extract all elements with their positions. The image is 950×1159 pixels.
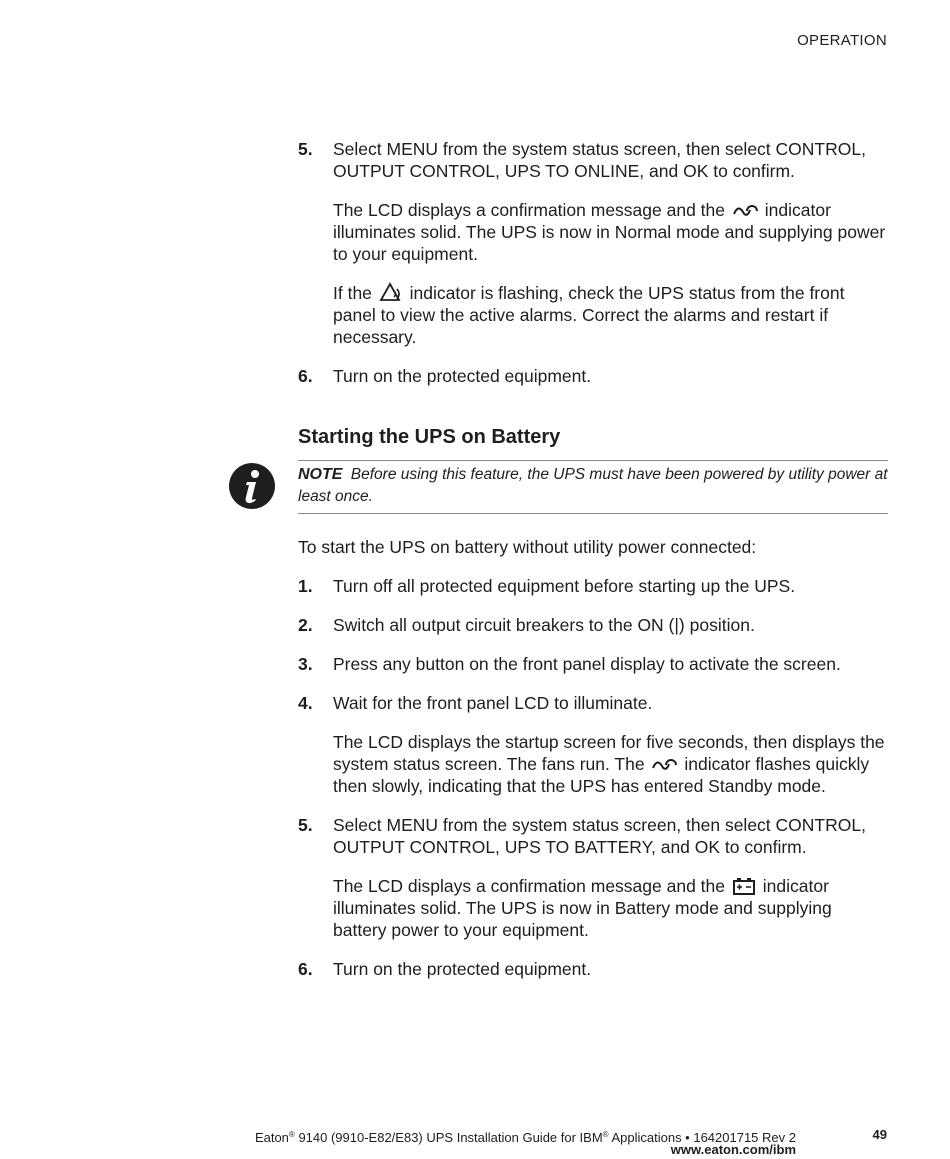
paragraph-text: indicator is flashing, check the UPS status from the front panel to view the active alarms. Correct the alarms and restart if necessary. (333, 283, 845, 347)
step-text: Turn off all protected equipment before starting up the UPS. (333, 576, 796, 596)
online-step-6 (298, 365, 888, 387)
battery-step-3 (298, 653, 888, 675)
battery-intro: To start the UPS on battery without utility power connected: (298, 537, 757, 557)
step-text: Wait for the front panel LCD to illuminate. (333, 693, 653, 713)
footer-text: Applications • 164201715 Rev 2 (608, 1130, 796, 1145)
step-number: 2. (298, 615, 313, 635)
paragraph-text: The LCD displays a confirmation message and the (333, 200, 726, 220)
note-text: Before using this feature, the UPS must have been powered by utility power at least once. (298, 466, 888, 505)
step-number: 6. (298, 366, 313, 386)
paragraph-text: The LCD displays the startup screen for five seconds, then displays the system status screen. The fans run. The (333, 732, 885, 774)
battery-step-2 (298, 614, 888, 636)
battery-step-6 (298, 958, 888, 980)
registered-mark: ® (602, 1130, 609, 1139)
note-label: NOTE (298, 466, 343, 483)
battery-step-1 (298, 575, 888, 597)
paragraph-text: indicator flashes quickly then slowly, indicating that the UPS has entered Standby mode. (333, 754, 870, 796)
page-number: 49 (872, 1127, 887, 1142)
sine-wave-indicator-icon (651, 757, 677, 773)
online-step-5-result (298, 199, 888, 265)
battery-step-4 (298, 692, 888, 714)
step-number: 4. (298, 693, 313, 713)
footer-brand: Eaton (254, 1130, 289, 1145)
step-number: 5. (298, 139, 313, 159)
step-number: 5. (298, 815, 313, 835)
online-step-5-alarm-note (298, 282, 888, 348)
step-number: 3. (298, 654, 313, 674)
paragraph-text: The LCD displays a confirmation message and the (333, 876, 726, 896)
page-content (298, 138, 888, 997)
step-text: Switch all output circuit breakers to the ON (|) position. (333, 615, 755, 635)
online-step-5 (298, 138, 888, 182)
paragraph-text: If the (333, 283, 372, 303)
footer-url[interactable]: www.eaton.com/ibm (670, 1142, 796, 1157)
step-text: Turn on the protected equipment. (333, 959, 592, 979)
section-heading: Starting the UPS on Battery (298, 426, 561, 448)
paragraph-text: indicator illuminates solid. The UPS is now in Battery mode and supplying battery power to your equipment. (333, 876, 832, 940)
battery-indicator-icon (732, 877, 756, 895)
step-text: Turn on the protected equipment. (333, 366, 592, 386)
registered-mark: ® (288, 1130, 295, 1139)
info-icon (228, 462, 276, 510)
step-number: 1. (298, 576, 313, 596)
battery-step-5-result (298, 875, 888, 941)
sine-wave-indicator-icon (732, 203, 758, 219)
paragraph-text: indicator illuminates solid. The UPS is now in Normal mode and supplying power to your equipment. (333, 200, 886, 264)
step-number: 6. (298, 959, 313, 979)
battery-step-4-result (298, 731, 888, 797)
running-head: OPERATION (797, 32, 887, 49)
footer-text: 9140 (9910-E82/E83) UPS Installation Guide for IBM (294, 1130, 603, 1145)
step-text: Select MENU from the system status screen, then select CONTROL, OUTPUT CONTROL, UPS TO ONLINE, and OK to confirm. (333, 139, 866, 181)
alarm-bell-indicator-icon (379, 282, 403, 302)
note-box (298, 460, 888, 514)
step-text: Press any button on the front panel display to activate the screen. (333, 654, 841, 674)
battery-step-5 (298, 814, 888, 858)
step-text: Select MENU from the system status screen, then select CONTROL, OUTPUT CONTROL, UPS TO BATTERY, and OK to confirm. (333, 815, 866, 857)
